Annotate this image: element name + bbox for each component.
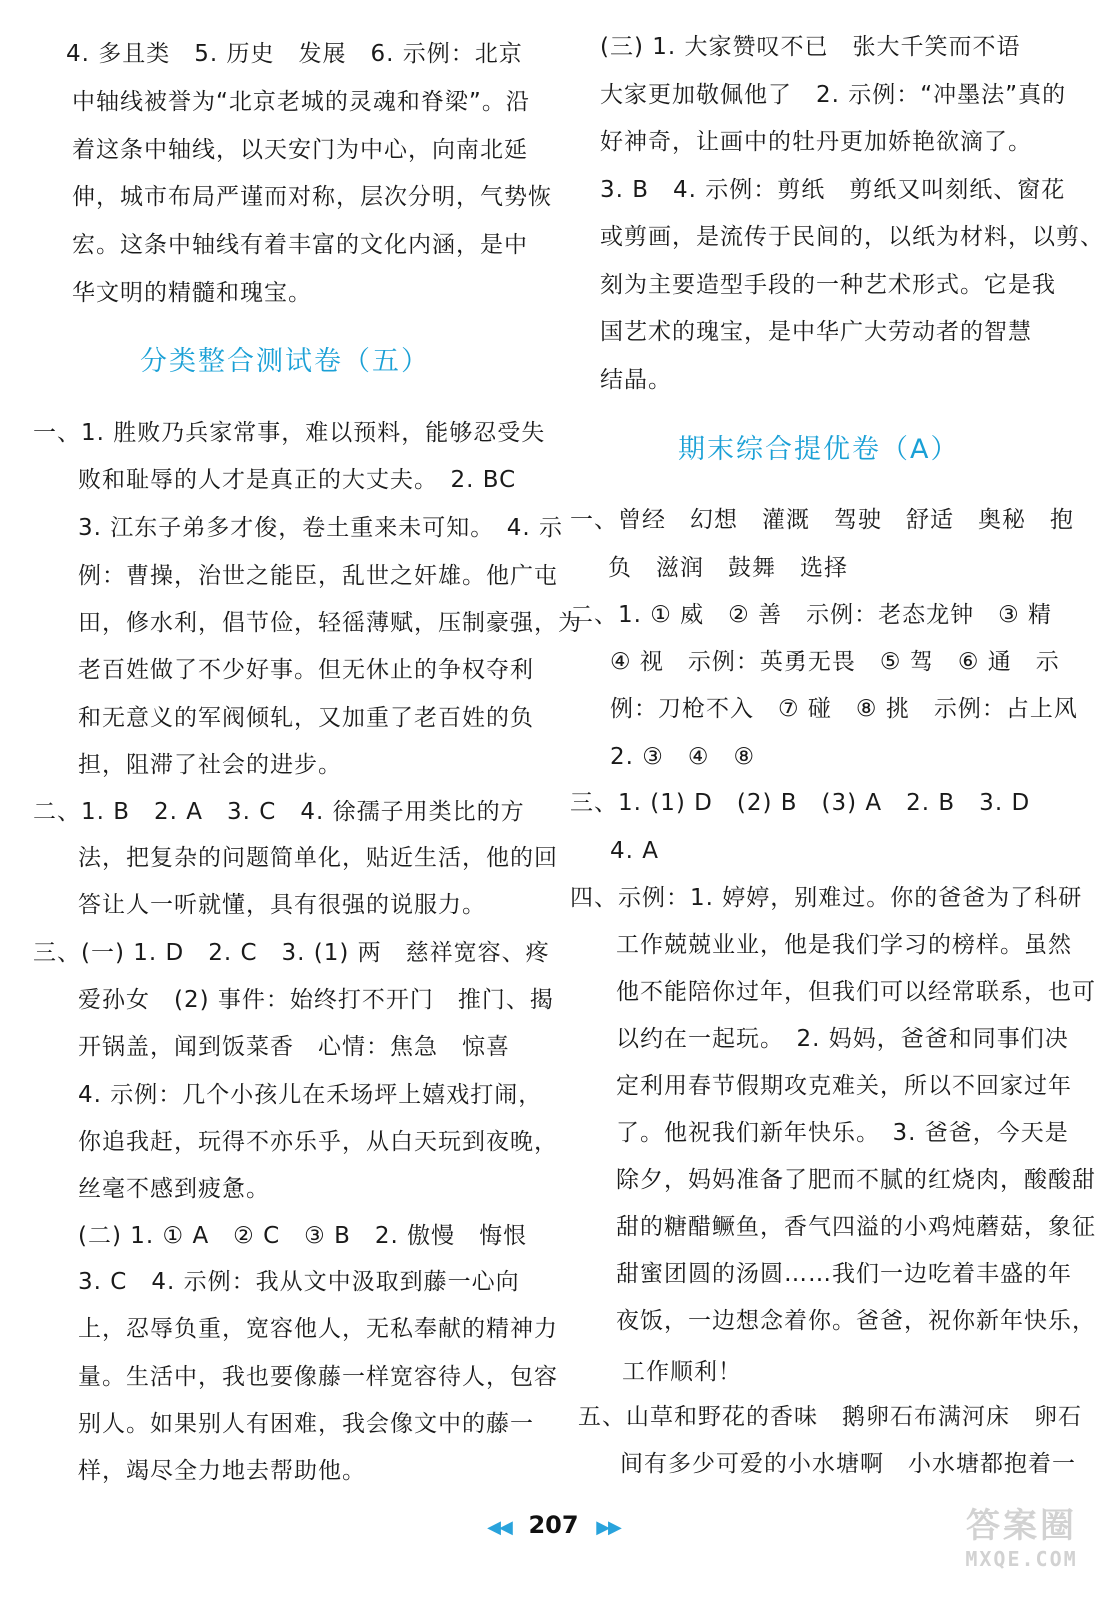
text-line: 担，阻滞了社会的进步。 [78, 752, 342, 778]
text-line: 2. ③ ④ ⑧ [610, 744, 756, 770]
text-line: 三、1. (1) D (2) B (3) A 2. B 3. D [570, 790, 1031, 816]
text-line: 一、曾经 幻想 灌溉 驾驶 舒适 奥秘 抱 [570, 507, 1074, 533]
page-footer [0, 1505, 1107, 1545]
text-line: 了。他祝我们新年快乐。 3. 爸爸，今天是 [616, 1120, 1069, 1146]
text-line: 着这条中轴线，以天安门为中心，向南北延 [72, 137, 528, 163]
text-line: 负 滋润 鼓舞 选择 [608, 555, 848, 581]
text-line: 二、1. ① 威 ② 善 示例：老态龙钟 ③ 精 [570, 602, 1053, 628]
section-title: 期末综合提优卷（A） [678, 434, 960, 465]
text-line: 中轴线被誉为“北京老城的灵魂和脊梁”。沿 [72, 89, 530, 115]
text-line: 甜的糖醋鳜鱼，香气四溢的小鸡炖蘑菇，象征 [616, 1214, 1096, 1240]
page-number: 207 [528, 1511, 579, 1539]
text-line: 爱孙女 (2) 事件：始终打不开门 推门、揭 [78, 987, 554, 1013]
text-line: 他不能陪你过年，但我们可以经常联系，也可 [616, 979, 1096, 1005]
text-line: 二、1. B 2. A 3. C 4. 徐孺子用类比的方 [33, 799, 525, 825]
text-line: 以约在一起玩。 2. 妈妈，爸爸和同事们决 [616, 1026, 1069, 1052]
watermark-logo-text: 答案圈 [966, 1506, 1077, 1546]
text-line: 三、(一) 1. D 2. C 3. (1) 两 慈祥宽容、疼 [33, 940, 550, 966]
text-line: 3. 江东子弟多才俊，卷土重来未可知。 4. 示 [78, 515, 564, 541]
text-line: 宏。这条中轴线有着丰富的文化内涵，是中 [72, 232, 528, 258]
text-line: 甜蜜团圆的汤圆……我们一边吃着丰盛的年 [616, 1261, 1072, 1287]
text-line: 你追我赶，玩得不亦乐乎，从白天玩到夜晚， [78, 1129, 558, 1155]
text-line: (二) 1. ① A ② C ③ B 2. 傲慢 悔恨 [78, 1223, 528, 1249]
text-line: 结晶。 [600, 367, 672, 393]
text-line: 定利用春节假期攻克难关，所以不回家过年 [616, 1073, 1072, 1099]
text-line: ④ 视 示例：英勇无畏 ⑤ 驾 ⑥ 通 示 [610, 649, 1060, 675]
text-line: 例：刀枪不入 ⑦ 碰 ⑧ 挑 示例：占上风 [610, 696, 1078, 722]
text-line: 一、1. 胜败乃兵家常事，难以预料，能够忍受失 [33, 420, 546, 446]
text-line: 样，竭尽全力地去帮助他。 [78, 1458, 366, 1484]
text-line: 别人。如果别人有困难，我会像文中的藤一 [78, 1411, 534, 1437]
text-line: 例：曹操，治世之能臣，乱世之奸雄。他广屯 [78, 563, 558, 589]
section-title: 分类整合测试卷（五） [140, 346, 430, 377]
text-line: 法，把复杂的问题简单化，贴近生活，他的回 [78, 845, 558, 871]
text-line: 3. B 4. 示例：剪纸 剪纸又叫刻纸、窗花 [600, 177, 1066, 203]
text-line: 工作顺利！ [622, 1359, 742, 1385]
text-line: 量。生活中，我也要像藤一样宽容待人，包容 [78, 1364, 558, 1390]
text-line: 四、示例：1. 婷婷，别难过。你的爸爸为了科研 [570, 885, 1083, 911]
text-line: 大家更加敬佩他了 2. 示例：“冲墨法”真的 [600, 82, 1067, 108]
prev-arrows-icon: ◀◀ [487, 1517, 511, 1538]
watermark [944, 1506, 1099, 1586]
text-line: 田，修水利，倡节俭，轻徭薄赋，压制豪强，为 [78, 610, 582, 636]
text-line: 或剪画，是流传于民间的，以纸为材料，以剪、 [600, 224, 1104, 250]
text-line: 4. A [610, 838, 659, 864]
text-line: 老百姓做了不少好事。但无休止的争权夺利 [78, 657, 534, 683]
text-line: 间有多少可爱的小水塘啊 小水塘都抱着一 [620, 1451, 1076, 1477]
text-line: 败和耻辱的人才是真正的大丈夫。 2. BC [78, 467, 517, 493]
text-line: 答让人一听就懂，具有很强的说服力。 [78, 892, 486, 918]
text-line: 丝毫不感到疲惫。 [78, 1176, 270, 1202]
text-line: 夜饭，一边想念着你。爸爸，祝你新年快乐， [616, 1308, 1096, 1334]
text-line: 工作兢兢业业，他是我们学习的榜样。虽然 [616, 932, 1072, 958]
text-line: 4. 示例：几个小孩儿在禾场坪上嬉戏打闹， [78, 1082, 543, 1108]
next-arrows-icon: ▶▶ [596, 1517, 620, 1538]
text-line: (三) 1. 大家赞叹不已 张大千笑而不语 [600, 34, 1021, 60]
text-line: 3. C 4. 示例：我从文中汲取到藤一心向 [78, 1269, 520, 1295]
watermark-site: MXQE.COM [965, 1547, 1078, 1571]
text-line: 上，忍辱负重，宽容他人，无私奉献的精神力 [78, 1316, 558, 1342]
text-line: 4. 多且类 5. 历史 发展 6. 示例：北京 [66, 41, 523, 67]
text-line: 好神奇，让画中的牡丹更加娇艳欲滴了。 [600, 129, 1032, 155]
text-line: 国艺术的瑰宝，是中华广大劳动者的智慧 [600, 319, 1032, 345]
text-line: 五、山草和野花的香味 鹅卵石布满河床 卵石 [578, 1404, 1082, 1430]
text-line: 伸，城市布局严谨而对称，层次分明，气势恢 [72, 184, 552, 210]
text-line: 华文明的精髓和瑰宝。 [72, 280, 312, 306]
text-line: 和无意义的军阀倾轧，又加重了老百姓的负 [78, 705, 534, 731]
text-line: 开锅盖，闻到饭菜香 心情：焦急 惊喜 [78, 1034, 510, 1060]
text-line: 除夕，妈妈准备了肥而不腻的红烧肉，酸酸甜 [616, 1167, 1096, 1193]
text-line: 刻为主要造型手段的一种艺术形式。它是我 [600, 272, 1056, 298]
